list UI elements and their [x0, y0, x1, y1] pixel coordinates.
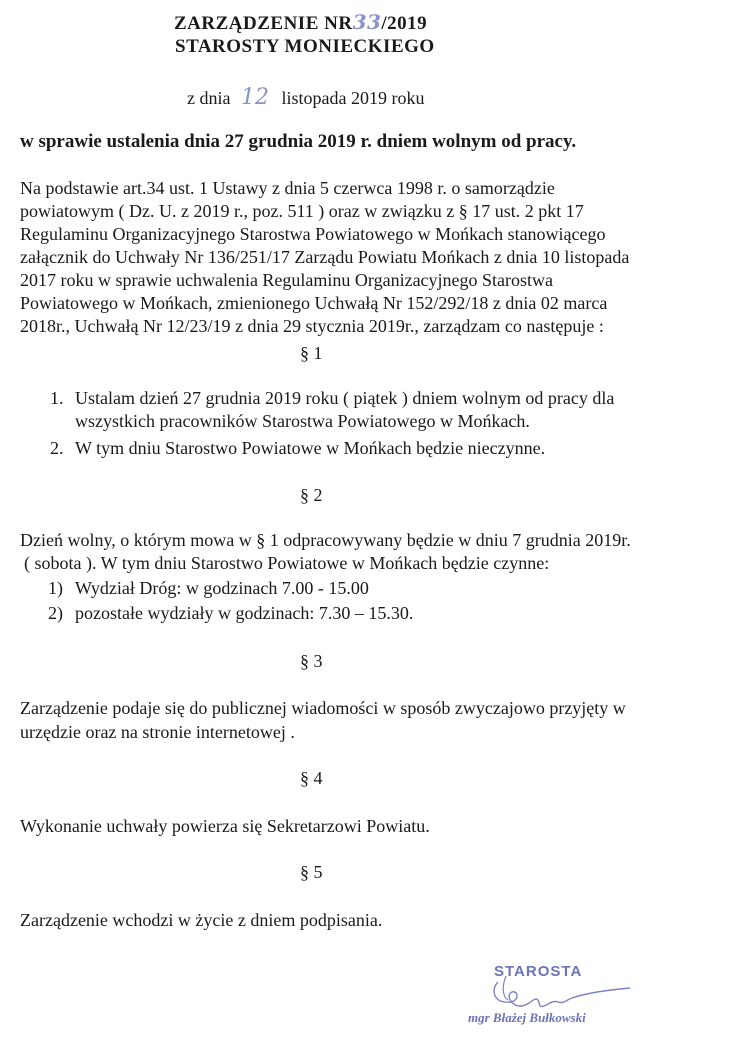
section-2-item-text: pozostałe wydziały w godzinach: 7.30 – 15.30.	[75, 603, 414, 623]
section-2-item-number: 1)	[48, 578, 63, 598]
section-2-text: ( sobota ). W tym dniu Starostwo Powiatowe w Mońkach będzie czynne:	[24, 553, 550, 573]
document-date	[187, 85, 424, 110]
section-2-item-number: 2)	[48, 603, 63, 623]
section-1-item-number: 2.	[50, 438, 64, 458]
preamble-line: 2017 roku w sprawie uchwalenia Regulaminu Organizacyjnego Starostwa	[20, 270, 554, 290]
section-5-heading: § 5	[300, 862, 323, 882]
preamble-line: Na podstawie art.34 ust. 1 Ustawy z dnia 5 czerwca 1998 r. o samorządzie	[20, 178, 555, 198]
section-3-text: urzędzie oraz na stronie internetowej .	[20, 722, 295, 742]
section-3-text: Zarządzenie podaje się do publicznej wiadomości w sposób zwyczajowo przyjęty w	[20, 698, 626, 718]
stamp-name: mgr Błażej Bułkowski	[468, 1010, 586, 1025]
issuer-title: STAROSTY MONIECKIEGO	[175, 36, 435, 57]
document-title	[174, 10, 427, 35]
section-2-heading: § 2	[300, 485, 323, 505]
date-suffix: listopada 2019 roku	[281, 88, 425, 108]
stamp-title: STAROSTA	[494, 963, 583, 980]
section-2-item-text: Wydział Dróg: w godzinach 7.00 - 15.00	[75, 578, 369, 598]
section-1-heading: § 1	[300, 343, 323, 363]
section-1-item-text: wszystkich pracowników Starostwa Powiatowego w Mońkach.	[75, 411, 530, 431]
preamble-line: Powiatowego w Mońkach, zmienionego Uchwałą Nr 152/292/18 z dnia 02 marca	[20, 293, 608, 313]
preamble-line: załącznik do Uchwały Nr 136/251/17 Zarządu Powiatu Mońkach z dnia 10 listopada	[20, 247, 630, 267]
section-4-text: Wykonanie uchwały powierza się Sekretarzowi Powiatu.	[20, 816, 430, 836]
section-1-item-text: W tym dniu Starostwo Powiatowe w Mońkach będzie nieczynne.	[75, 438, 546, 458]
section-3-heading: § 3	[300, 651, 323, 671]
section-5-text: Zarządzenie wchodzi w życie z dniem podpisania.	[20, 910, 383, 930]
section-2-text: Dzień wolny, o którym mowa w § 1 odpracowywany będzie w dniu 7 grudnia 2019r.	[20, 530, 631, 550]
title-prefix: ZARZĄDZENIE NR	[174, 13, 353, 34]
section-1-item-number: 1.	[50, 388, 64, 408]
preamble-line: Regulaminu Organizacyjnego Starostwa Powiatowego w Mońkach stanowiącego	[20, 224, 606, 244]
document-subject: w sprawie ustalenia dnia 27 grudnia 2019 r. dniem wolnym od pracy.	[20, 131, 577, 152]
title-suffix: /2019	[381, 13, 428, 34]
section-1-item-text: Ustalam dzień 27 grudnia 2019 roku ( piątek ) dniem wolnym od pracy dla	[75, 388, 615, 408]
date-prefix: z dnia	[187, 88, 231, 108]
handwritten-number: 33	[352, 10, 382, 34]
section-4-heading: § 4	[300, 768, 323, 788]
handwritten-day: 12	[240, 85, 269, 110]
preamble-line: powiatowym ( Dz. U. z 2019 r., poz. 511 ) oraz w związku z § 17 ust. 2 pkt 17	[20, 201, 584, 221]
preamble-line: 2018r., Uchwałą Nr 12/23/19 z dnia 29 stycznia 2019r., zarządzam co następuje :	[20, 316, 604, 336]
